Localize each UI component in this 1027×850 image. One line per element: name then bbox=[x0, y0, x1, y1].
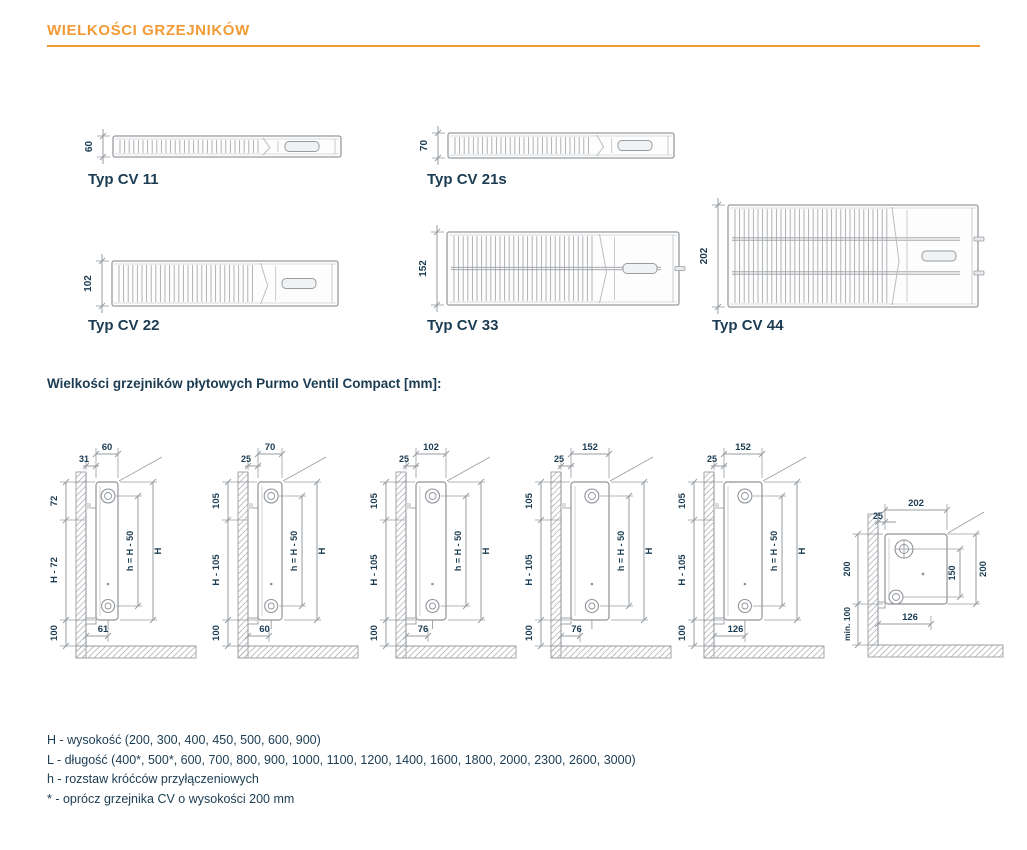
mounting-diagram-cv44 bbox=[668, 424, 828, 674]
svg-text:min. 100: min. 100 bbox=[842, 606, 852, 642]
cross-section-cv44 bbox=[694, 199, 1004, 315]
svg-text:102: 102 bbox=[83, 275, 94, 292]
svg-text:H - 105: H - 105 bbox=[211, 554, 222, 586]
svg-text:31: 31 bbox=[78, 454, 90, 464]
svg-text:72: 72 bbox=[49, 495, 60, 507]
legend-line-note: * - oprócz grzejnika CV o wysokości 200 mm bbox=[47, 791, 295, 806]
svg-text:76: 76 bbox=[571, 624, 582, 635]
svg-text:H - 72: H - 72 bbox=[49, 557, 60, 583]
svg-text:70: 70 bbox=[419, 139, 430, 152]
svg-text:105: 105 bbox=[677, 493, 688, 509]
mounting-diagram-cv11 bbox=[40, 424, 200, 674]
svg-text:h = H - 50: h = H - 50 bbox=[125, 530, 135, 572]
cross-section-cv11 bbox=[79, 130, 369, 166]
svg-text:60: 60 bbox=[259, 624, 270, 635]
svg-text:H - 105: H - 105 bbox=[524, 554, 535, 586]
svg-text:25: 25 bbox=[398, 454, 410, 464]
svg-text:25: 25 bbox=[706, 454, 718, 464]
svg-text:h = H - 50: h = H - 50 bbox=[616, 530, 626, 572]
svg-text:H: H bbox=[797, 547, 808, 555]
svg-text:200: 200 bbox=[978, 561, 989, 577]
svg-text:105: 105 bbox=[524, 493, 535, 509]
svg-text:202: 202 bbox=[908, 498, 924, 509]
svg-text:100: 100 bbox=[211, 625, 222, 641]
type-label-cv21s: Typ CV 21s bbox=[427, 171, 507, 188]
mounting-diagram-low-height bbox=[838, 452, 1023, 672]
svg-text:76: 76 bbox=[417, 624, 429, 635]
svg-text:H - 105: H - 105 bbox=[677, 554, 688, 586]
svg-text:152: 152 bbox=[735, 442, 751, 453]
type-label-cv33: Typ CV 33 bbox=[427, 317, 499, 334]
mounting-diagram-cv21s bbox=[202, 424, 362, 674]
title-rule bbox=[47, 45, 980, 47]
cross-section-cv33 bbox=[413, 226, 713, 314]
mounting-diagram-cv22 bbox=[360, 424, 520, 674]
type-label-cv22: Typ CV 22 bbox=[88, 317, 160, 334]
svg-text:h = H - 50: h = H - 50 bbox=[769, 530, 779, 572]
svg-text:60: 60 bbox=[84, 140, 95, 153]
svg-text:150: 150 bbox=[947, 565, 957, 581]
compact-sizes-heading: Wielkości grzejników płytowych Purmo Ventil Compact [mm]: bbox=[47, 376, 442, 391]
svg-text:102: 102 bbox=[423, 442, 439, 453]
type-label-cv11: Typ CV 11 bbox=[88, 171, 159, 188]
svg-text:105: 105 bbox=[369, 493, 380, 509]
svg-text:25: 25 bbox=[872, 511, 884, 521]
svg-text:H - 105: H - 105 bbox=[369, 554, 380, 586]
svg-text:H: H bbox=[481, 547, 492, 555]
svg-text:H: H bbox=[153, 547, 164, 555]
svg-text:152: 152 bbox=[418, 260, 429, 277]
svg-text:60: 60 bbox=[101, 442, 113, 453]
svg-text:70: 70 bbox=[264, 442, 276, 453]
cross-section-cv21s bbox=[414, 127, 704, 167]
page-title: WIELKOŚCI GRZEJNIKÓW bbox=[47, 22, 250, 39]
svg-text:61: 61 bbox=[97, 624, 109, 635]
svg-text:105: 105 bbox=[211, 493, 222, 509]
svg-text:100: 100 bbox=[49, 625, 60, 641]
svg-text:100: 100 bbox=[677, 625, 688, 641]
svg-text:202: 202 bbox=[699, 247, 710, 265]
mounting-diagram-cv33 bbox=[515, 424, 675, 674]
svg-text:152: 152 bbox=[582, 442, 598, 453]
svg-text:126: 126 bbox=[727, 624, 744, 635]
svg-text:h = H - 50: h = H - 50 bbox=[453, 530, 463, 572]
svg-text:126: 126 bbox=[902, 612, 918, 623]
legend-line-height: H - wysokość (200, 300, 400, 450, 500, 600, 900) bbox=[47, 733, 321, 747]
svg-text:100: 100 bbox=[524, 625, 535, 641]
svg-text:h = H - 50: h = H - 50 bbox=[289, 530, 299, 572]
svg-text:H: H bbox=[317, 547, 328, 555]
cross-section-cv22 bbox=[78, 255, 368, 313]
svg-text:200: 200 bbox=[842, 561, 852, 577]
legend-line-spacing: h - rozstaw króćców przyłączeniowych bbox=[47, 772, 259, 786]
svg-text:25: 25 bbox=[240, 454, 252, 464]
svg-text:H: H bbox=[644, 547, 655, 555]
type-label-cv44: Typ CV 44 bbox=[712, 317, 784, 334]
legend bbox=[47, 731, 636, 809]
legend-line-length: L - długość (400*, 500*, 600, 700, 800, 900, 1000, 1100, 1200, 1400, 1600, 1800, 2000, 2300, 2600, 3000) bbox=[47, 752, 636, 767]
svg-text:25: 25 bbox=[553, 454, 565, 464]
svg-text:100: 100 bbox=[369, 625, 380, 641]
